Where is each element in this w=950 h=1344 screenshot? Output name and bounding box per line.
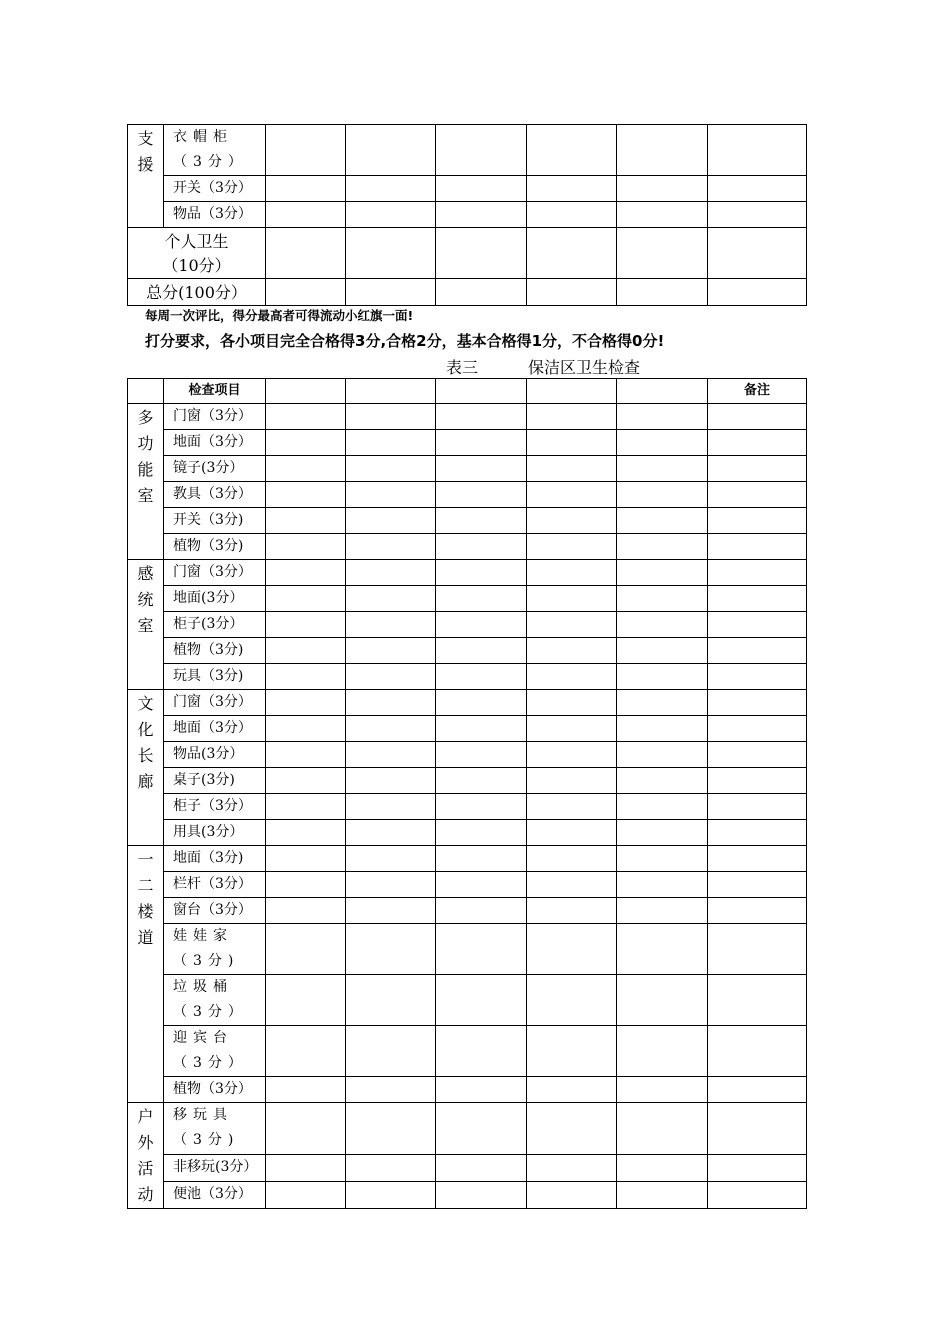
score-cell	[436, 534, 527, 560]
score-cell	[708, 924, 807, 975]
score-cell	[617, 508, 708, 534]
score-cell	[527, 975, 617, 1026]
score-cell	[708, 975, 807, 1026]
score-cell	[436, 202, 527, 228]
score-cell	[527, 638, 617, 664]
score-cell	[527, 612, 617, 638]
score-cell	[266, 612, 346, 638]
score-cell	[346, 534, 436, 560]
score-cell	[436, 228, 527, 279]
category-label: 户 外 活 动	[128, 1103, 164, 1209]
category-label: 文 化 长 廊	[128, 690, 164, 846]
table-row	[128, 768, 807, 794]
score-cell	[266, 820, 346, 846]
check-item-label: 桌子(3分)	[164, 768, 266, 794]
score-cell	[346, 1182, 436, 1209]
score-cell	[708, 1026, 807, 1077]
score-cell	[708, 820, 807, 846]
score-cell	[617, 872, 708, 898]
score-cell	[266, 1155, 346, 1182]
score-cell	[346, 456, 436, 482]
score-cell	[527, 379, 617, 404]
score-cell	[346, 1103, 436, 1155]
score-cell	[527, 534, 617, 560]
score-cell	[617, 482, 708, 508]
header-remark: 备注	[708, 379, 807, 404]
total-score-label: 总分(100分）	[128, 279, 266, 306]
score-cell	[617, 664, 708, 690]
score-cell	[436, 638, 527, 664]
score-cell	[436, 690, 527, 716]
score-cell	[266, 1182, 346, 1209]
table-row	[128, 202, 807, 228]
score-cell	[527, 456, 617, 482]
score-cell	[708, 534, 807, 560]
table-row	[128, 1026, 807, 1077]
score-cell	[617, 534, 708, 560]
score-cell	[346, 846, 436, 872]
score-cell	[346, 768, 436, 794]
score-cell	[436, 924, 527, 975]
table-row	[128, 638, 807, 664]
check-item-label: 迎宾台（3分）	[164, 1026, 266, 1077]
score-cell	[527, 872, 617, 898]
score-cell	[708, 638, 807, 664]
score-cell	[266, 1077, 346, 1103]
check-item-label: 便池（3分）	[164, 1182, 266, 1209]
score-cell	[266, 664, 346, 690]
score-cell	[617, 1103, 708, 1155]
score-cell	[527, 716, 617, 742]
score-cell	[708, 482, 807, 508]
check-item-label: 非移玩(3分）	[164, 1155, 266, 1182]
score-cell	[436, 586, 527, 612]
score-cell	[617, 586, 708, 612]
score-cell	[436, 768, 527, 794]
score-cell	[708, 612, 807, 638]
check-item-label: 娃娃家（3分)	[164, 924, 266, 975]
score-cell	[266, 202, 346, 228]
score-cell	[346, 508, 436, 534]
score-cell	[436, 456, 527, 482]
score-cell	[708, 742, 807, 768]
score-cell	[527, 125, 617, 176]
table-row	[128, 820, 807, 846]
score-cell	[346, 430, 436, 456]
score-cell	[266, 176, 346, 202]
score-cell	[346, 638, 436, 664]
score-cell	[708, 664, 807, 690]
score-cell	[266, 846, 346, 872]
score-cell	[617, 794, 708, 820]
score-cell	[346, 690, 436, 716]
score-cell	[266, 872, 346, 898]
table-row	[128, 1103, 807, 1155]
table-row	[128, 742, 807, 768]
score-cell	[527, 742, 617, 768]
score-cell	[266, 508, 346, 534]
header-row	[128, 379, 807, 404]
score-cell	[708, 846, 807, 872]
score-cell	[436, 846, 527, 872]
score-cell	[617, 638, 708, 664]
score-cell	[617, 125, 708, 176]
score-cell	[527, 279, 617, 306]
score-cell	[527, 560, 617, 586]
score-cell	[266, 1026, 346, 1077]
score-cell	[527, 664, 617, 690]
score-cell	[266, 404, 346, 430]
check-item-label: 柜子(3分）	[164, 612, 266, 638]
score-cell	[617, 279, 708, 306]
check-item-label: 地面（3分）	[164, 716, 266, 742]
score-cell	[436, 482, 527, 508]
score-cell	[708, 404, 807, 430]
score-cell	[527, 508, 617, 534]
score-cell	[527, 176, 617, 202]
score-cell	[266, 430, 346, 456]
table-row	[128, 1155, 807, 1182]
table-row	[128, 975, 807, 1026]
score-cell	[436, 1155, 527, 1182]
check-item-label: 镜子(3分）	[164, 456, 266, 482]
check-item-label: 柜子（3分）	[164, 794, 266, 820]
score-cell	[527, 1155, 617, 1182]
score-cell	[527, 430, 617, 456]
table-row	[128, 176, 807, 202]
header-blank-cell	[128, 379, 164, 404]
check-item-label: 植物（3分)	[164, 534, 266, 560]
score-cell	[617, 612, 708, 638]
score-cell	[266, 975, 346, 1026]
score-cell	[527, 404, 617, 430]
score-cell	[266, 898, 346, 924]
score-cell	[266, 924, 346, 975]
score-cell	[708, 508, 807, 534]
scoring-note: 打分要求，各小项目完全合格得3分,合格2分，基本合格得1分，不合格得0分!	[145, 332, 665, 350]
check-item-label: 地面（3分）	[164, 430, 266, 456]
score-cell	[708, 1155, 807, 1182]
score-cell	[708, 125, 807, 176]
score-cell	[436, 975, 527, 1026]
score-cell	[617, 202, 708, 228]
score-cell	[617, 846, 708, 872]
score-cell	[527, 898, 617, 924]
table-row	[128, 456, 807, 482]
score-cell	[436, 742, 527, 768]
table-row	[128, 404, 807, 430]
category-label: 多 功 能 室	[128, 404, 164, 560]
score-cell	[346, 1077, 436, 1103]
check-item-label: 垃圾桶（3分）	[164, 975, 266, 1026]
score-cell	[617, 1026, 708, 1077]
score-cell	[436, 125, 527, 176]
check-item-label: 开关（3分）	[164, 176, 266, 202]
score-cell	[346, 228, 436, 279]
score-cell	[527, 1077, 617, 1103]
score-cell	[346, 794, 436, 820]
table-caption	[446, 355, 640, 378]
score-cell	[266, 482, 346, 508]
score-cell	[266, 586, 346, 612]
score-cell	[436, 176, 527, 202]
check-item-label: 植物（3分）	[164, 1077, 266, 1103]
score-cell	[617, 768, 708, 794]
check-item-label: 教具（3分）	[164, 482, 266, 508]
score-cell	[617, 1077, 708, 1103]
score-cell	[708, 1103, 807, 1155]
table-row	[128, 872, 807, 898]
score-cell	[617, 924, 708, 975]
score-cell	[436, 1103, 527, 1155]
check-item-label: 植物（3分)	[164, 638, 266, 664]
table-row	[128, 586, 807, 612]
score-cell	[266, 379, 346, 404]
check-item-label: 地面(3分）	[164, 586, 266, 612]
check-item-label: 栏杆（3分）	[164, 872, 266, 898]
score-cell	[617, 742, 708, 768]
score-cell	[346, 872, 436, 898]
score-cell	[346, 176, 436, 202]
score-cell	[436, 404, 527, 430]
score-cell	[266, 125, 346, 176]
check-item-label: 开关（3分)	[164, 508, 266, 534]
score-cell	[266, 560, 346, 586]
table-row	[128, 716, 807, 742]
score-cell	[617, 1182, 708, 1209]
score-cell	[346, 898, 436, 924]
score-cell	[266, 228, 346, 279]
score-cell	[527, 690, 617, 716]
score-cell	[617, 456, 708, 482]
category-label: 感 统 室	[128, 560, 164, 690]
check-item-label: 窗台（3分）	[164, 898, 266, 924]
header-check-item: 检查项目	[164, 379, 266, 404]
score-cell	[617, 404, 708, 430]
score-cell	[436, 664, 527, 690]
score-cell	[708, 794, 807, 820]
check-item-label: 物品(3分）	[164, 742, 266, 768]
score-cell	[346, 612, 436, 638]
score-cell	[346, 279, 436, 306]
score-cell	[617, 430, 708, 456]
score-cell	[617, 379, 708, 404]
score-cell	[266, 716, 346, 742]
table-number: 表三	[446, 358, 479, 377]
check-item-label: 门窗（3分）	[164, 560, 266, 586]
score-cell	[266, 279, 346, 306]
score-cell	[527, 768, 617, 794]
score-cell	[527, 482, 617, 508]
check-item-label: 移玩具（3分)	[164, 1103, 266, 1155]
table-row	[128, 560, 807, 586]
score-cell	[436, 1077, 527, 1103]
table-row	[128, 612, 807, 638]
score-cell	[708, 898, 807, 924]
score-cell	[617, 975, 708, 1026]
score-cell	[708, 1182, 807, 1209]
score-cell	[266, 768, 346, 794]
score-cell	[527, 794, 617, 820]
score-cell	[617, 228, 708, 279]
personal-hygiene-label: 个人卫生（10分）	[128, 228, 266, 279]
table-row	[128, 279, 807, 306]
score-cell	[346, 379, 436, 404]
score-cell	[527, 228, 617, 279]
table-row	[128, 846, 807, 872]
score-cell	[708, 690, 807, 716]
table-row	[128, 430, 807, 456]
score-cell	[708, 456, 807, 482]
cleaning-area-inspection-table	[127, 378, 807, 1209]
score-cell	[266, 690, 346, 716]
score-cell	[346, 975, 436, 1026]
score-cell	[527, 586, 617, 612]
score-cell	[436, 560, 527, 586]
score-cell	[346, 924, 436, 975]
score-cell	[708, 202, 807, 228]
score-cell	[617, 898, 708, 924]
table-row	[128, 690, 807, 716]
score-cell	[346, 664, 436, 690]
score-cell	[708, 560, 807, 586]
score-cell	[527, 924, 617, 975]
table-1-continued	[127, 124, 807, 306]
score-cell	[346, 820, 436, 846]
score-cell	[436, 379, 527, 404]
score-cell	[266, 638, 346, 664]
score-cell	[617, 560, 708, 586]
score-cell	[708, 279, 807, 306]
score-cell	[708, 586, 807, 612]
score-cell	[436, 1026, 527, 1077]
score-cell	[346, 560, 436, 586]
table-row	[128, 534, 807, 560]
table-row	[128, 664, 807, 690]
score-cell	[436, 898, 527, 924]
check-item-label: 门窗（3分）	[164, 690, 266, 716]
table-row	[128, 1077, 807, 1103]
check-item-label: 门窗（3分）	[164, 404, 266, 430]
category-label: 一 二 楼 道	[128, 846, 164, 1103]
score-cell	[617, 176, 708, 202]
check-item-label: 用具(3分）	[164, 820, 266, 846]
check-item-label: 衣帽柜（3分）	[164, 125, 266, 176]
score-cell	[436, 612, 527, 638]
score-cell	[346, 1155, 436, 1182]
score-cell	[346, 404, 436, 430]
score-cell	[708, 1077, 807, 1103]
table-row	[128, 1182, 807, 1209]
score-cell	[266, 456, 346, 482]
score-cell	[346, 1026, 436, 1077]
check-item-label: 玩具（3分)	[164, 664, 266, 690]
score-cell	[436, 279, 527, 306]
score-cell	[527, 202, 617, 228]
score-cell	[346, 202, 436, 228]
score-cell	[617, 690, 708, 716]
score-cell	[708, 176, 807, 202]
score-cell	[346, 742, 436, 768]
table-title: 保洁区卫生检查	[528, 358, 641, 377]
score-cell	[708, 872, 807, 898]
weekly-note: 每周一次评比，得分最高者可得流动小红旗一面!	[145, 308, 414, 323]
score-cell	[346, 482, 436, 508]
category-label: 支 援	[128, 125, 164, 228]
score-cell	[266, 1103, 346, 1155]
table-row	[128, 125, 807, 176]
score-cell	[527, 846, 617, 872]
table-row	[128, 228, 807, 279]
score-cell	[617, 716, 708, 742]
check-item-label: 地面（3分)	[164, 846, 266, 872]
score-cell	[266, 794, 346, 820]
score-cell	[527, 1026, 617, 1077]
check-item-label: 物品（3分）	[164, 202, 266, 228]
score-cell	[436, 716, 527, 742]
score-cell	[266, 534, 346, 560]
score-cell	[527, 1182, 617, 1209]
table-row	[128, 924, 807, 975]
score-cell	[708, 768, 807, 794]
score-cell	[436, 508, 527, 534]
score-cell	[346, 716, 436, 742]
score-cell	[527, 820, 617, 846]
score-cell	[436, 1182, 527, 1209]
score-cell	[617, 820, 708, 846]
table-row	[128, 794, 807, 820]
table-row	[128, 898, 807, 924]
table-row	[128, 508, 807, 534]
score-cell	[436, 430, 527, 456]
score-cell	[436, 820, 527, 846]
score-cell	[527, 1103, 617, 1155]
score-cell	[266, 742, 346, 768]
score-cell	[346, 586, 436, 612]
score-cell	[436, 872, 527, 898]
score-cell	[436, 794, 527, 820]
score-cell	[617, 1155, 708, 1182]
score-cell	[346, 125, 436, 176]
table-row	[128, 482, 807, 508]
score-cell	[708, 716, 807, 742]
score-cell	[708, 228, 807, 279]
score-cell	[708, 430, 807, 456]
